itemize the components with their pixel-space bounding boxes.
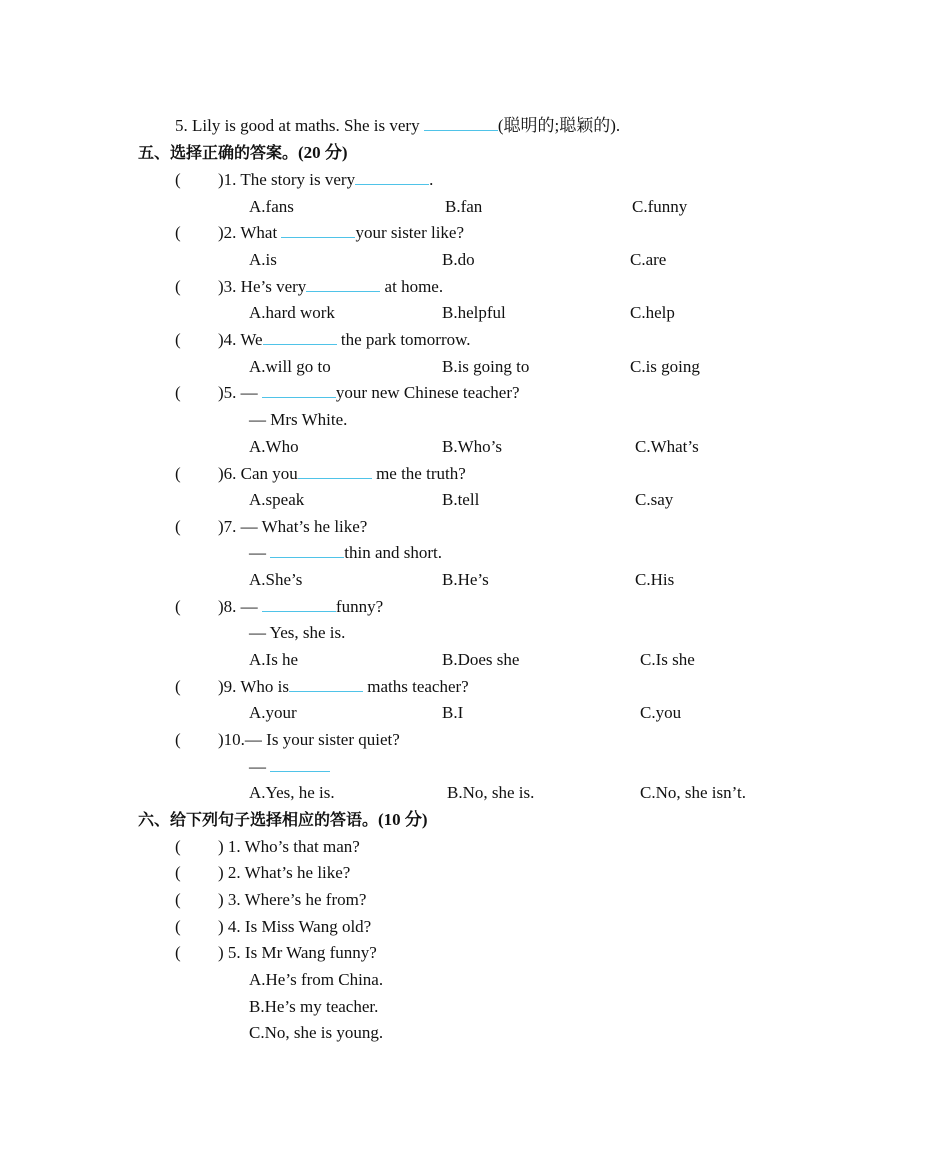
close-paren: ) — [218, 517, 224, 536]
close-paren: ) — [218, 677, 224, 696]
option-b: B.Who’s — [442, 437, 502, 456]
answer-blank[interactable] — [270, 543, 344, 558]
question-stem: 7. — What’s he like? — [223, 517, 368, 536]
answer-blank[interactable] — [289, 677, 363, 692]
close-paren: ) — [218, 464, 224, 483]
option-c: C.are — [630, 250, 667, 269]
match-item-3-text: ) 3. Where’s he from? — [218, 890, 367, 909]
answer-blank[interactable] — [262, 597, 336, 612]
answer-blank[interactable] — [355, 170, 429, 185]
question-stem-end: at home. — [380, 277, 444, 296]
question-stem-end: me the truth? — [371, 464, 466, 483]
match-item-5: ( — [175, 943, 181, 962]
question-stem-end: your new Chinese teacher? — [335, 383, 520, 402]
dialogue-reply: — Mrs White. — [249, 410, 348, 429]
close-paren: ) — [218, 277, 224, 296]
section-5-title: 五、选择正确的答案。 — [138, 143, 299, 162]
answer-blank[interactable] — [281, 223, 355, 238]
open-paren: ( — [175, 597, 181, 616]
section-6-heading — [138, 810, 428, 830]
question-8-text — [218, 597, 383, 617]
close-paren: ) — [218, 597, 224, 616]
question-4 — [175, 330, 181, 350]
option-c: C.you — [640, 703, 682, 722]
option-b: B.No, she is. — [447, 783, 535, 802]
top-item-5 — [175, 116, 620, 136]
open-paren: ( — [175, 517, 181, 536]
match-item-5-text: ) 5. Is Mr Wang funny? — [218, 943, 377, 962]
question-10-text — [218, 730, 400, 750]
option-c: C.What’s — [635, 437, 699, 456]
option-a: A.fans — [249, 197, 294, 216]
top-item-prefix: 5. Lily is good at maths. She is very — [175, 116, 424, 135]
match-item-4: ( — [175, 917, 181, 936]
section-6-title: 六、给下列句子选择相应的答语。 — [138, 810, 379, 829]
close-paren: ) — [218, 170, 224, 189]
open-paren: ( — [175, 223, 181, 242]
open-paren: ( — [175, 677, 181, 696]
question-4-text — [218, 330, 471, 350]
option-b: B.tell — [442, 490, 480, 509]
option-a: A.speak — [249, 490, 305, 509]
question-5 — [175, 383, 181, 403]
option-b: B.is going to — [442, 357, 530, 376]
option-b: B.Does she — [442, 650, 520, 669]
option-c: C.is going — [630, 357, 700, 376]
option-c: C.Is she — [640, 650, 695, 669]
match-question: 5. Is Mr Wang funny? — [227, 943, 377, 962]
option-a: A.Who — [249, 437, 299, 456]
option-c: C.His — [635, 570, 675, 589]
question-stem-end: maths teacher? — [363, 677, 469, 696]
question-stem: 8. — — [223, 597, 262, 616]
option-a: A.She’s — [249, 570, 303, 589]
question-3-text — [218, 277, 443, 297]
match-item-3: ( — [175, 890, 181, 909]
section-5-heading — [138, 143, 348, 163]
question-stem-end: the park tomorrow. — [336, 330, 471, 349]
match-item-2: ( — [175, 863, 181, 882]
question-stem-end: . — [429, 170, 434, 189]
option-a: A.Is he — [249, 650, 299, 669]
answer-blank[interactable] — [263, 330, 337, 345]
question-9 — [175, 677, 181, 697]
option-b: B.fan — [445, 197, 483, 216]
option-b: B.do — [442, 250, 475, 269]
answer-blank[interactable] — [298, 464, 372, 479]
option-b: B.helpful — [442, 303, 506, 322]
question-5-text — [218, 383, 520, 403]
dialogue-reply: — Yes, she is. — [249, 623, 346, 642]
answer-blank[interactable] — [306, 277, 380, 292]
match-question: 1. Who’s that man? — [227, 837, 360, 856]
question-10 — [175, 730, 181, 750]
open-paren: ( — [175, 383, 181, 402]
match-question: 4. Is Miss Wang old? — [227, 917, 372, 936]
open-paren: ( — [175, 464, 181, 483]
option-a: A.your — [249, 703, 297, 722]
question-8 — [175, 597, 181, 617]
dialogue-reply — [249, 543, 442, 563]
answer-blank[interactable] — [424, 116, 498, 131]
close-paren: ) — [218, 730, 224, 749]
match-question: 2. What’s he like? — [227, 863, 351, 882]
question-stem-end: your sister like? — [355, 223, 465, 242]
question-9-text — [218, 677, 469, 697]
option-a: A.Yes, he is. — [249, 783, 335, 802]
option-a: A.is — [249, 250, 277, 269]
match-item-2-text: ) 2. What’s he like? — [218, 863, 351, 882]
option-b: B.He’s — [442, 570, 489, 589]
open-paren: ( — [175, 730, 181, 749]
question-stem: 1. The story is very — [223, 170, 356, 189]
answer-blank[interactable] — [262, 383, 336, 398]
match-answer-a: A.He’s from China. — [249, 970, 384, 989]
question-stem: 3. He’s very — [223, 277, 307, 296]
question-stem: 2. What — [223, 223, 282, 242]
match-answer-b: B.He’s my teacher. — [249, 997, 379, 1016]
top-item-suffix: (聪明的;聪颖的). — [497, 116, 621, 135]
option-a: A.will go to — [249, 357, 331, 376]
close-paren: ) — [218, 330, 224, 349]
question-stem: 9. Who is — [223, 677, 289, 696]
reply-dash: — — [249, 543, 271, 562]
match-item-4-text: ) 4. Is Miss Wang old? — [218, 917, 372, 936]
match-item-1: ( — [175, 837, 181, 856]
question-2-text — [218, 223, 464, 243]
close-paren: ) — [218, 383, 224, 402]
answer-blank[interactable] — [270, 757, 330, 772]
dialogue-reply — [249, 757, 330, 777]
option-c: C.say — [635, 490, 674, 509]
question-7-text — [218, 517, 367, 537]
option-c: C.No, she isn’t. — [640, 783, 746, 802]
option-c: C.funny — [632, 197, 688, 216]
question-1-text — [218, 170, 433, 190]
question-stem: 10.— Is your sister quiet? — [223, 730, 400, 749]
match-question: 3. Where’s he from? — [227, 890, 367, 909]
match-answer-c: C.No, she is young. — [249, 1023, 384, 1042]
section-6-score: (10 分) — [378, 810, 428, 829]
option-c: C.help — [630, 303, 675, 322]
question-3 — [175, 277, 181, 297]
match-item-1-text: ) 1. Who’s that man? — [218, 837, 360, 856]
question-stem: 4. We — [223, 330, 263, 349]
reply-dash: — — [249, 757, 271, 776]
question-stem: 5. — — [223, 383, 262, 402]
question-7 — [175, 517, 181, 537]
reply-text: thin and short. — [344, 543, 442, 562]
question-1 — [175, 170, 181, 190]
question-6 — [175, 464, 181, 484]
question-6-text — [218, 464, 466, 484]
open-paren: ( — [175, 330, 181, 349]
open-paren: ( — [175, 277, 181, 296]
section-5-score: (20 分) — [298, 143, 348, 162]
open-paren: ( — [175, 170, 181, 189]
option-a: A.hard work — [249, 303, 335, 322]
close-paren: ) — [218, 223, 224, 242]
question-stem-end: funny? — [335, 597, 384, 616]
question-stem: 6. Can you — [223, 464, 298, 483]
question-2 — [175, 223, 181, 243]
option-b: B.I — [442, 703, 464, 722]
